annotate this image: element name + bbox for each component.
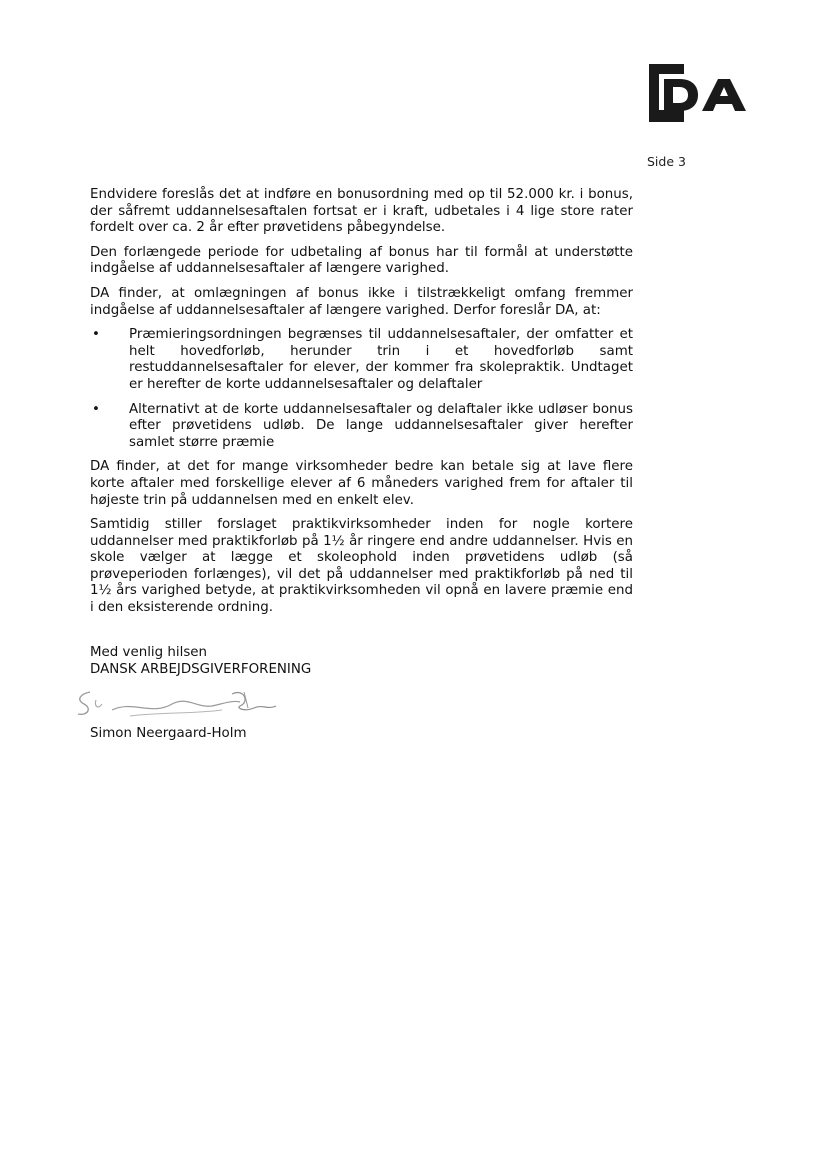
paragraph-practical-companies: Samtidig stiller forslaget praktikvirksomheder inden for nogle kortere uddannelser med praktikforløb på 1½ år ringere end andre uddannelser. Hvis en skole vælger at lægge et skoleophold inden prøvetidens udløb (så prøveperioden forlænges), vil det på uddannelser med praktikforløb på ned til 1½ års varighed betyde, at praktikvirksomheden vil opnå en lavere præmie end i den eksisterende ordning. bbox=[90, 517, 633, 616]
list-item-text: Præmieringsordningen begrænses til uddannelsesaftaler, der omfatter et helt hovedforløb, herunder trin i et hovedforløb samt restuddannelsesaftaler for elever, der kommer fra skolepraktik. Undtaget er herefter de korte uddannelsesaftaler og delaftaler bbox=[129, 327, 633, 392]
list-item-text: Alternativt at de korte uddannelsesaftaler og delaftaler ikke udløser bonus efter prøvetidens udløb. De lange uddannelsesaftaler giver herefter samlet større præmie bbox=[129, 401, 633, 450]
list-item bbox=[90, 327, 633, 393]
paragraph-da-finding: DA finder, at omlægningen af bonus ikke i tilstrækkeligt omfang fremmer indgåelse af uddannelsesaftaler af længere varighed. Derfor foreslår DA, at: bbox=[90, 285, 633, 318]
letter-body bbox=[90, 187, 633, 625]
paragraph-payment-period: Den forlængede periode for udbetaling af bonus har til formål at understøtte indgåelse af uddannelsesaftaler af længere varighed. bbox=[90, 244, 633, 277]
bullet-icon: • bbox=[92, 401, 100, 417]
bullet-icon: • bbox=[92, 327, 100, 343]
paragraph-short-agreements: DA finder, at det for mange virksomheder bedre kan betale sig at lave flere korte aftaler med forskellige elever af 6 måneders varighed frem for aftaler til højeste trin på uddannelsen med en enkelt elev. bbox=[90, 459, 633, 508]
signer-name: Simon Neergaard-Holm bbox=[90, 726, 247, 741]
proposal-list bbox=[90, 327, 633, 451]
handwritten-signature bbox=[72, 686, 282, 726]
paragraph-bonus-proposal: Endvidere foreslås det at indføre en bonusordning med op til 52.000 kr. i bonus, der såfremt uddannelsesaftalen fortsat er i kraft, udbetales i 4 lige store rater fordelt over ca. 2 år efter prøvetidens påbegyndelse. bbox=[90, 187, 633, 236]
organization-name: DANSK ARBEJDSGIVERFORENING bbox=[90, 661, 312, 677]
closing-block bbox=[90, 645, 311, 678]
da-logo bbox=[646, 62, 754, 124]
page-number: Side 3 bbox=[647, 154, 686, 169]
greeting: Med venlig hilsen bbox=[90, 645, 208, 660]
list-item bbox=[90, 402, 633, 452]
